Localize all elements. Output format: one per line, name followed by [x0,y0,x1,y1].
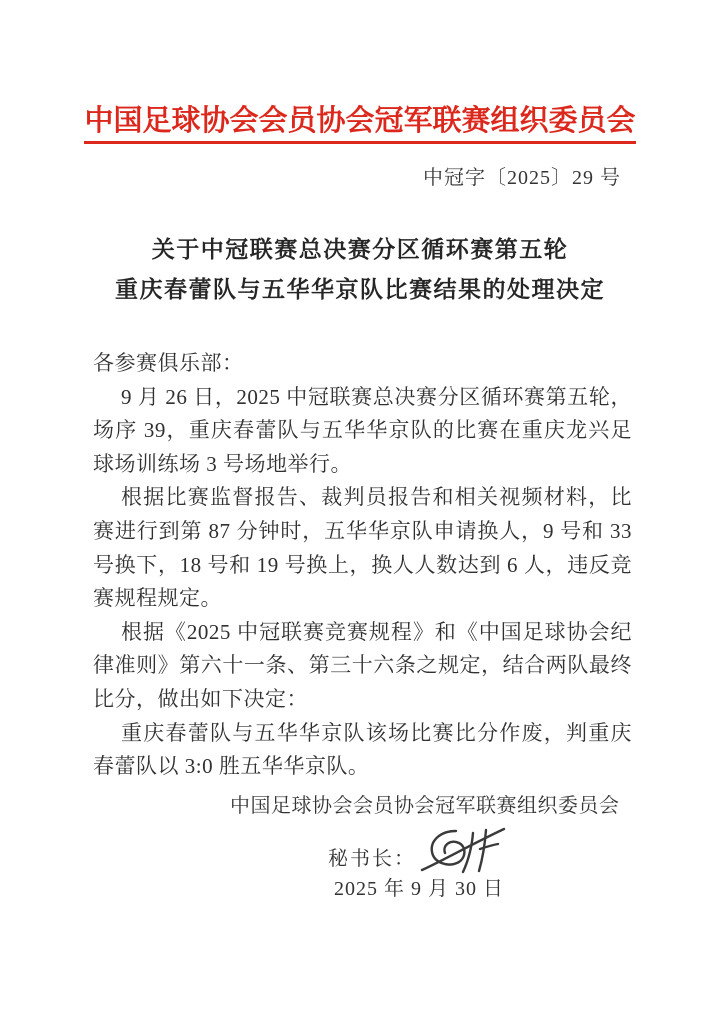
body-paragraph: 9 月 26 日，2025 中冠联赛总决赛分区循环赛第五轮，场序 39，重庆春蕾队与五华华京队的比赛在重庆龙兴足球场训练场 3 号场地举行。 [93,384,632,476]
signature-org-name: 中国足球协会会员协会冠军联赛组织委员会 [230,795,620,817]
handwritten-signature-icon [418,825,510,875]
letterhead-org-title: 中国足球协会会员协会冠军联赛组织委员会 [84,104,635,144]
signature-date: 2025 年 9 月 30 日 [334,878,504,900]
letterhead [0,104,720,144]
signature-block [230,794,620,901]
document-body [93,347,632,784]
document-title-line1: 关于中冠联赛总决赛分区循环赛第五轮 [151,237,569,262]
secretary-signature-row [230,831,608,875]
salutation: 各参赛俱乐部： [93,351,244,375]
document-title [0,230,720,310]
secretary-label: 秘书长： [328,847,416,870]
document-title-line2: 重庆春蕾队与五华华京队比赛结果的处理决定 [115,277,605,302]
body-paragraph: 重庆春蕾队与五华华京队该场比赛比分作废，判重庆春蕾队以 3:0 胜五华华京队。 [93,720,632,779]
body-paragraph: 根据比赛监督报告、裁判员报告和相关视频材料，比赛进行到第 87 分钟时，五华华京队申请换人，9 号和 33 号换下，18 号和 19 号换上，换人人数达到 6 人，违反竞赛规程规定。 [93,485,632,611]
document-number: 中冠字〔2025〕29 号 [423,167,621,189]
body-paragraph: 根据《2025 中冠联赛竞赛规程》和《中国足球协会纪律准则》第六十一条、第三十六条之规定，结合两队最终比分，做出如下决定： [93,619,632,711]
